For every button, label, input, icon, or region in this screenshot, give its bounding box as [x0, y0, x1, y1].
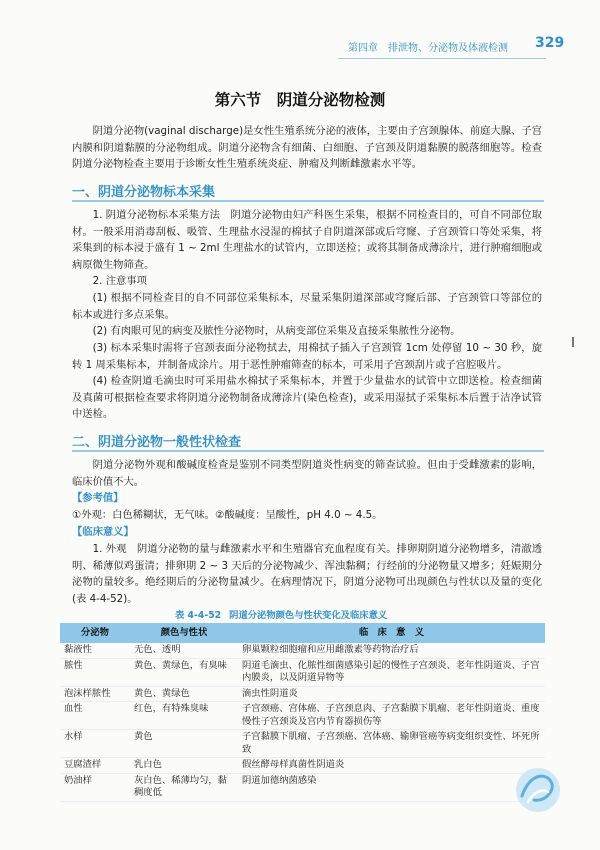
note-4: (4) 检查阴道毛滴虫时可采用盐水棉拭子采集标本，并置于少量盐水的试管中立即送检。检查细菌及真菌可根据检查要求将阴道分泌物制备成薄涂片(染色检查)，或采用湿拭子采集标本后置于洁净试管中送检。 — [72, 375, 542, 420]
table-header-cell: 颜色与性状 — [130, 623, 238, 643]
page-title: 第六节 阴道分泌物检测 — [214, 91, 386, 109]
table-cell: 黄色 — [130, 730, 238, 758]
margin-mark — [572, 337, 574, 347]
table-cell: 泡沫样脓性 — [60, 686, 130, 702]
table-cell: 乳白色 — [130, 758, 238, 774]
table-row — [60, 773, 545, 801]
section-divider-1 — [72, 200, 544, 202]
table-row — [60, 758, 545, 774]
table-cell: 奶油样 — [60, 773, 130, 801]
table-cell: 子宫颈癌、宫体癌、子宫颈息肉、子宫黏膜下肌瘤、老年性阴道炎、重度慢性子宫颈炎及宫内节育器损伤等 — [238, 702, 545, 730]
notes-heading: 2. 注意事项 — [92, 275, 147, 287]
table-cell: 血性 — [60, 702, 130, 730]
table-header-row — [60, 623, 545, 643]
page-number: 329 — [535, 35, 565, 51]
table-caption-text: 阴道分泌物颜色与性状变化及临床意义 — [229, 610, 388, 621]
table-cell: 豆腐渣样 — [60, 758, 130, 774]
table-cell: 黄色、黄绿色，有臭味 — [130, 658, 238, 686]
table-cell: 黏液性 — [60, 643, 130, 658]
note-1: (1) 根据不同检查目的自不同部位采集标本，尽量采集阴道深部或穹窿后部、子宫颈管口等部位的标本或进行多点采集。 — [72, 292, 542, 321]
table-cell: 子宫黏膜下肌瘤、子宫颈癌、宫体癌、输卵管癌等病变组织变性、坏死所致 — [238, 730, 545, 758]
collection-method-paragraph: 1. 阴道分泌物标本采集方法 阴道分泌物由妇产科医生采集，根据不同检查目的，可自不同部位取材。一般采用消毒刮板、吸管、生理盐水浸湿的棉拭子自阴道深部或后穹窿、子宫颈管口等处采集，将采集到的标本浸于盛有 1 ~ 2ml 生理盐水的试管内，立即送检；或将其制备成薄涂片，进行肿瘤细胞或病原微生物筛查。 — [72, 209, 542, 271]
table-cell: 阴道毛滴虫、化脓性细菌感染引起的慢性子宫颈炎、老年性阴道炎、子宫内膜炎，以及阴道异物等 — [238, 658, 545, 686]
section-divider-2 — [72, 450, 544, 452]
table-cell: 红色，有特殊臭味 — [130, 702, 238, 730]
table-cell: 阴道加德纳菌感染 — [238, 773, 545, 801]
table-cell — [130, 773, 238, 801]
table-caption-number: 表 4-4-52 — [175, 610, 222, 621]
table-cell: 水样 — [60, 730, 130, 758]
reference-values-heading: 【参考值】 — [72, 492, 124, 504]
table-row — [60, 686, 545, 702]
clinical-significance-heading: 【临床意义】 — [72, 526, 134, 538]
reference-values-text: ①外观：白色稀糊状，无气味。②酸碱度：呈酸性，pH 4.0 ~ 4.5。 — [72, 509, 383, 521]
section-heading-1: 一、阴道分泌物标本采集 — [72, 185, 216, 200]
publisher-logo-icon — [508, 762, 562, 816]
table-row — [60, 730, 545, 758]
discharge-table — [60, 623, 545, 802]
intro-paragraph: 阴道分泌物(vaginal discharge)是女性生殖系统分泌的液体，主要由子宫颈腺体、前庭大腺、子宫内膜和阴道黏膜的分泌物组成。阴道分泌物含有细菌、白细胞、子宫颈及阴道黏膜的脱落细胞等。检查阴道分泌物检查主要用于诊断女性生殖系统炎症、肿瘤及判断雌激素水平等。 — [72, 125, 542, 170]
section-heading-2: 二、阴道分泌物一般性状检查 — [72, 435, 242, 450]
table-row — [60, 658, 545, 686]
table-row — [60, 702, 545, 730]
table-cell: 脓性 — [60, 658, 130, 686]
table-cell-text: 灰白色、稀薄均匀，黏稠度低 — [134, 774, 227, 798]
table-header-cell: 临 床 意 义 — [238, 623, 545, 643]
table-cell: 假丝酵母样真菌性阴道炎 — [238, 758, 545, 774]
table-row — [60, 643, 545, 658]
table-header-cell: 分泌物 — [60, 623, 130, 643]
appearance-intro-paragraph: 阴道分泌物外观和酸碱度检查是鉴别不同类型阴道炎性病变的筛查试验。但由于受雌激素的影响，临床价值不大。 — [72, 459, 542, 488]
table-cell: 滴虫性阴道炎 — [238, 686, 545, 702]
header-divider — [338, 58, 546, 59]
table-cell: 卵巢颗粒细胞瘤和应用雌激素等药物治疗后 — [238, 643, 545, 658]
note-2: (2) 有肉眼可见的病变及脓性分泌物时，从病变部位采集及直接采集脓性分泌物。 — [92, 325, 461, 337]
table-cell: 无色、透明 — [130, 643, 238, 658]
table-cell: 黄色、黄绿色 — [130, 686, 238, 702]
table-caption — [175, 607, 387, 621]
appearance-paragraph: 1. 外观 阴道分泌物的量与雌激素水平和生殖器官充血程度有关。排卵期阴道分泌物增多，清澈透明、稀薄似鸡蛋清；排卵期 2 ~ 3 天后的分泌物减少、浑浊黏稠；行经前的分泌物量又增多；妊娠期分泌物的量较多。绝经期后的分泌物量减少。在病理情况下，阴道分泌物可出现颜色与性状以及量的变化(表 4-4-52)。 — [72, 543, 542, 605]
note-3: (3) 标本采集时需将子宫颈表面分泌物拭去，用棉拭子插入子宫颈管 1cm 处停留 10 ~ 30 秒，旋转 1 周采集标本，并制备成涂片。用于恶性肿瘤筛查的标本，可采用子宫颈刮片或子宫腔吸片。 — [72, 342, 542, 371]
chapter-title: 第四章 排泄物、分泌物及体液检测 — [348, 43, 508, 54]
